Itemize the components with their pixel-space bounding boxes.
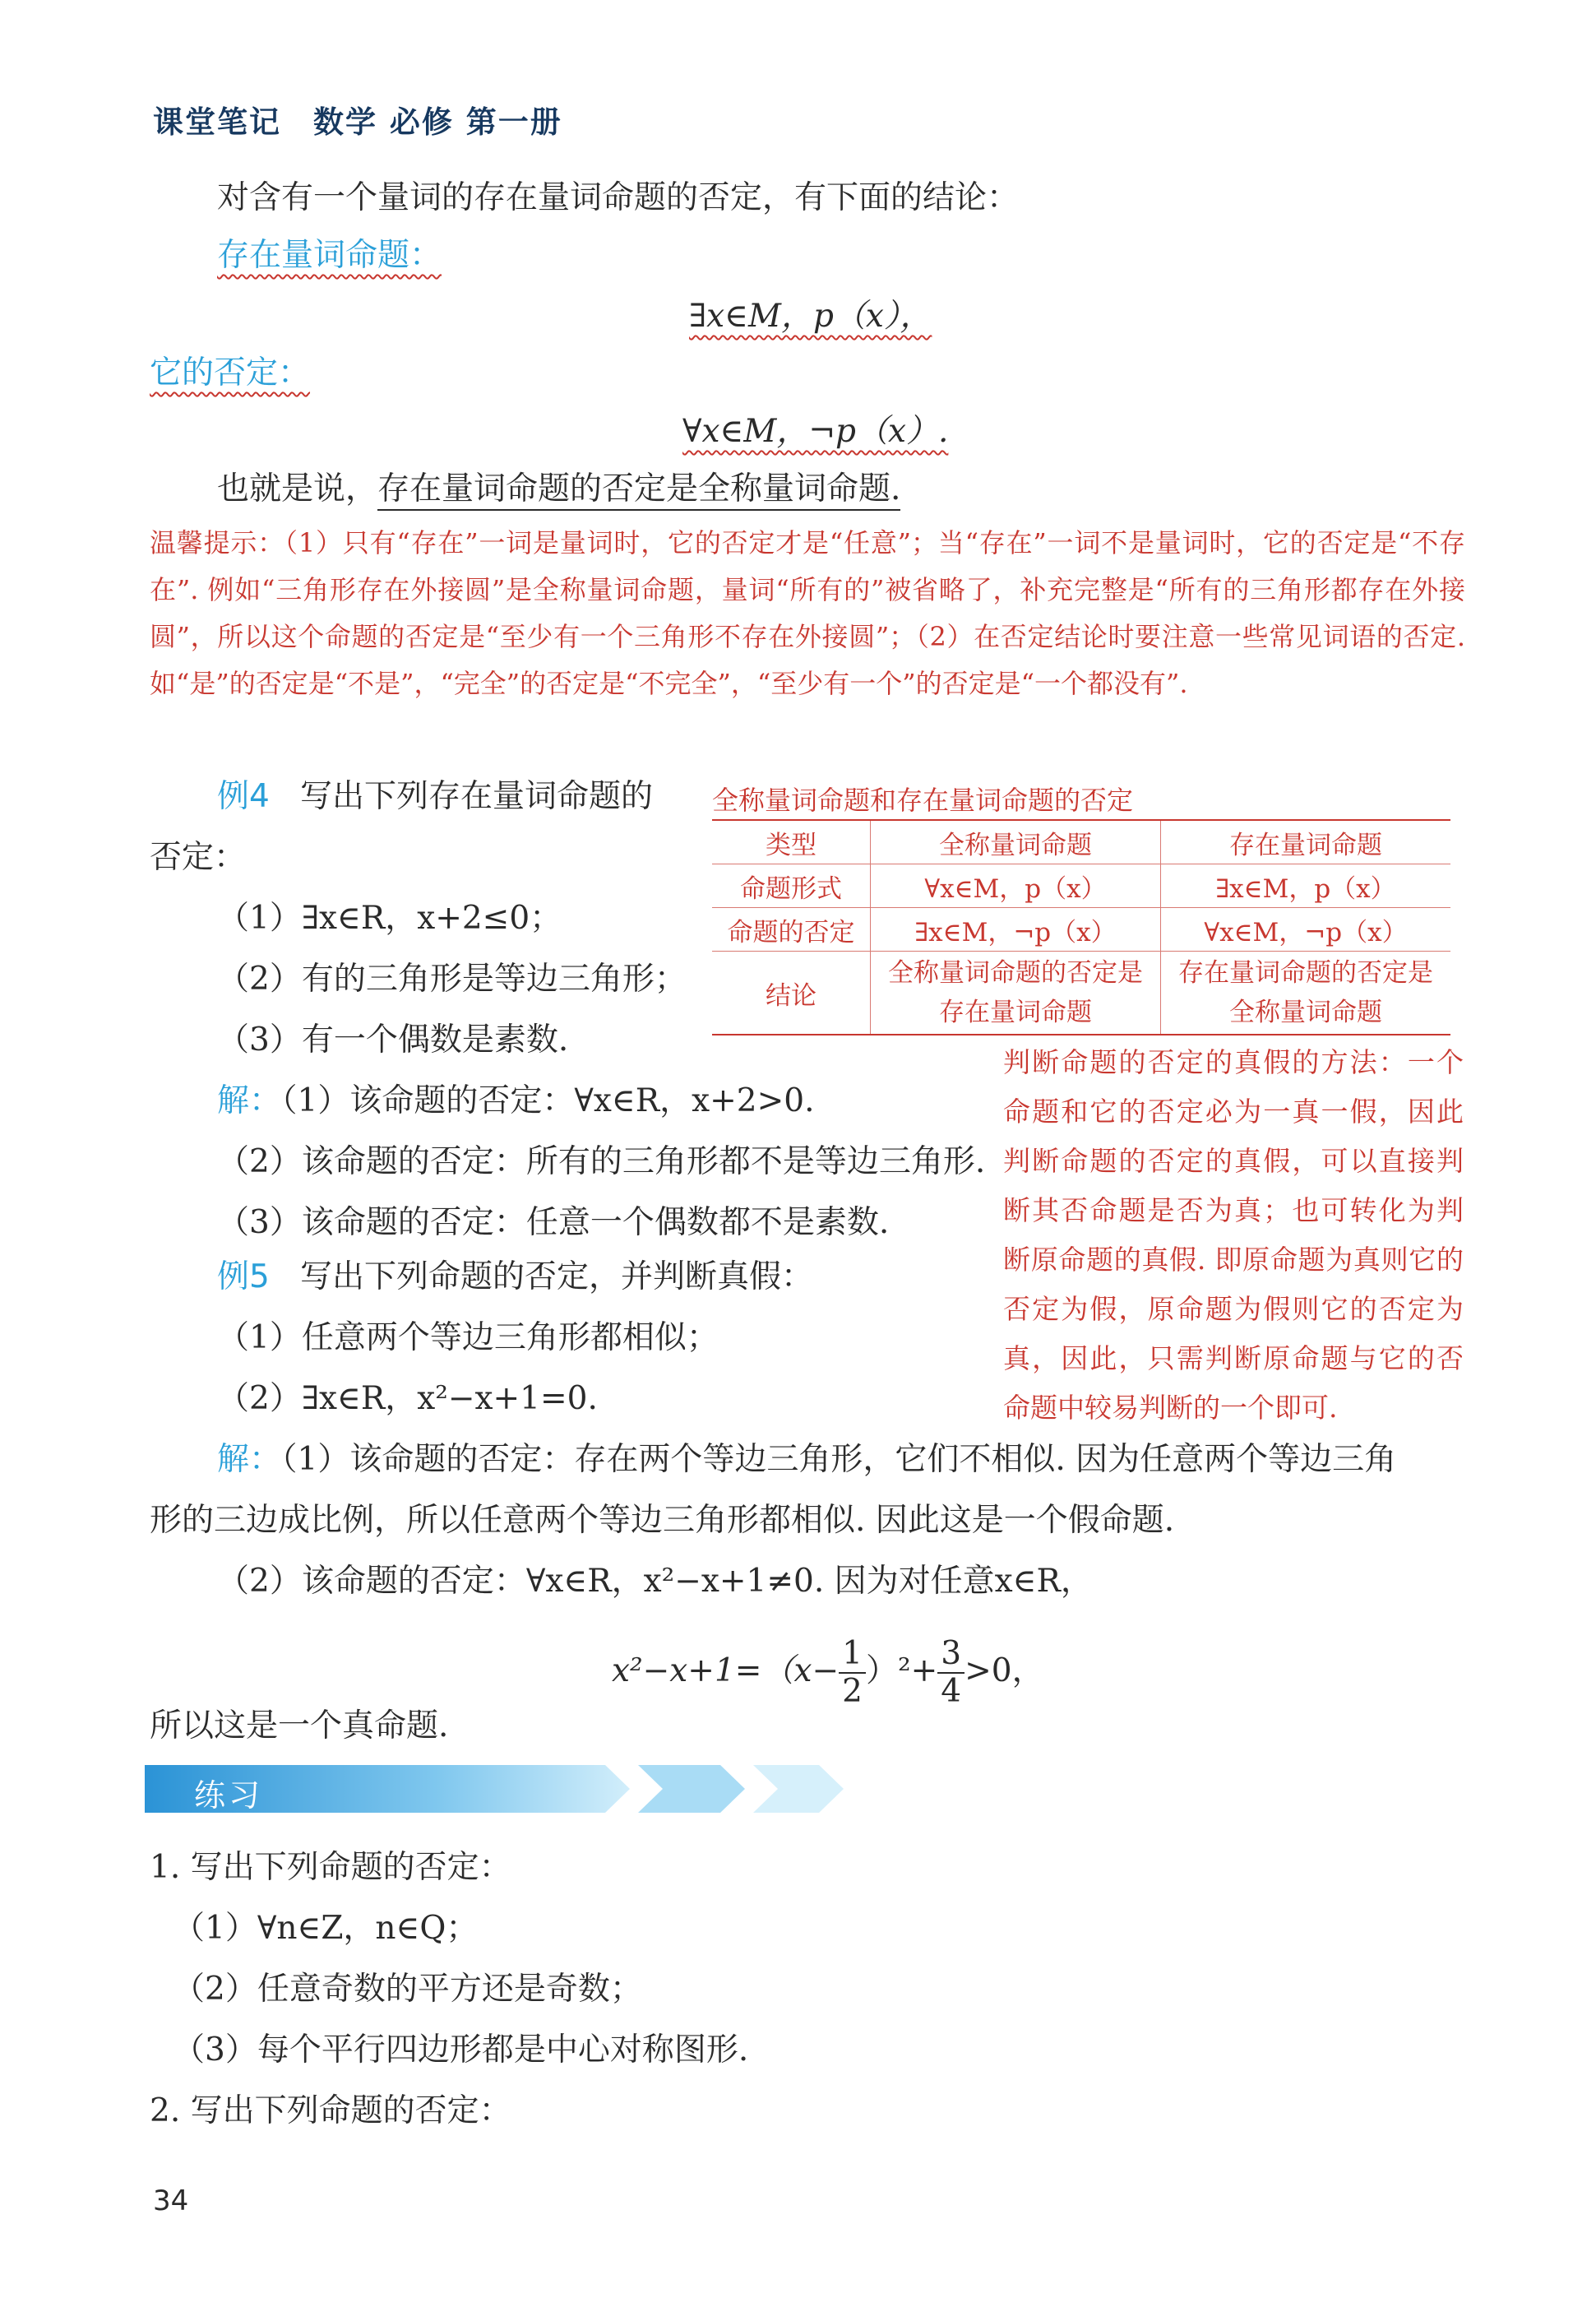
- table-cell: ∃x∈M，p（x）: [1161, 864, 1451, 908]
- table-header-existential: 存在量词命题: [1161, 820, 1451, 864]
- table-cell: 结论: [712, 952, 871, 1035]
- example5-conclusion: 所以这是一个真命题.: [150, 1707, 449, 1744]
- example4-item-2: （2）有的三角形是等边三角形；: [217, 961, 687, 998]
- example5-solution-1-cont: 形的三边成比例，所以任意两个等边三角形都相似. 因此这是一个假命题.: [150, 1502, 1175, 1539]
- tip-note: 温馨提示：（1）只有“存在”一词是量词时，它的否定才是“任意”；当“存在”一词不是量词时，它的否定是“不存在”. 例如“三角形存在外接圆”是全称量词命题，量词“所有的”被省略了，补充完整是“所有的三角形都存在外接圆”，所以这个命题的否定是“至少有一个三角形不存在外接圆”；（2）在否定结论时要注意一些常见词语的否定. 如“是”的否定是“不是”，“完全”的否定是“不完全”，“至少有一个”的否定是“一个都没有”.: [150, 527, 1465, 699]
- practice-q1-item-1: （1）∀n∈Z，n∈Q；: [173, 1910, 479, 1947]
- example4-prompt-cont: 否定：: [150, 839, 247, 876]
- example4-solution-2: （2）该命题的否定：所有的三角形都不是等边三角形.: [217, 1143, 986, 1180]
- existential-label: 存在量词命题：: [217, 237, 442, 274]
- practice-q1-item-2: （2）任意奇数的平方还是奇数；: [173, 1971, 642, 2008]
- practice-q1: 1. 写出下列命题的否定：: [150, 1849, 511, 1886]
- fraction-half: $\frac{1}{2}$: [839, 1636, 866, 1710]
- conclusion-line: 也就是说，存在量词命题的否定是全称量词命题.: [217, 466, 900, 513]
- example4-solution-1: 解：（1）该命题的否定：∀x∈R，x+2>0.: [217, 1082, 815, 1119]
- table-cell: 命题的否定: [712, 908, 871, 952]
- example4-item-3: （3）有一个偶数是素数.: [217, 1022, 569, 1059]
- example5-prompt: 例5 写出下列命题的否定，并判断真假：: [217, 1258, 814, 1295]
- running-header: 课堂笔记 数学 必修 第一册: [153, 104, 562, 140]
- example4-solution-3: （3）该命题的否定：任意一个偶数都不是素数.: [217, 1204, 890, 1241]
- intro-text: 对含有一个量词的存在量词命题的否定，有下面的结论：: [217, 179, 1020, 216]
- practice-title: 练习: [194, 1777, 264, 1814]
- table-cell: 全称量词命题的否定是 存在量词命题: [871, 952, 1161, 1035]
- table-cell: ∀x∈M，¬p（x）: [1161, 908, 1451, 952]
- negation-formula: ∀x∈M，¬p（x）.: [682, 413, 949, 450]
- table-cell: ∃x∈M，¬p（x）: [871, 908, 1161, 952]
- table-cell: 存在量词命题的否定是 全称量词命题: [1161, 952, 1451, 1035]
- example5-label: 例5: [217, 1258, 270, 1295]
- table-title: 全称量词命题和存在量词命题的否定: [712, 785, 1134, 816]
- table-header-type: 类型: [712, 820, 871, 864]
- example5-solution-1: 解：（1）该命题的否定：存在两个等边三角形，它们不相似. 因为任意两个等边三角: [217, 1441, 1397, 1478]
- comparison-table: [712, 819, 1450, 1035]
- page-number: 34: [153, 2184, 189, 2217]
- example4-label: 例4: [217, 778, 270, 815]
- practice-banner: [145, 1765, 852, 1813]
- example5-item-2: （2）∃x∈R，x²−x+1=0.: [217, 1380, 598, 1417]
- fraction-three-quarters: $\frac{3}{4}$: [937, 1636, 965, 1710]
- example4-prompt: 例4 写出下列存在量词命题的: [217, 778, 654, 815]
- side-note: 判断命题的否定的真假的方法：一个命题和它的否定必为一真一假，因此判断命题的否定的真假，可以直接判断其否命题是否为真；也可转化为判断原命题的真假. 即原命题为真则它的否定为假，原命题为假则它的否定为真，因此，只需判断原命题与它的否命题中较易判断的一个即可.: [1003, 1046, 1464, 1424]
- example5-solution-2: （2）该命题的否定：∀x∈R，x²−x+1≠0. 因为对任意x∈R，: [217, 1563, 1093, 1600]
- negation-label: 它的否定：: [150, 354, 311, 391]
- table-cell: ∀x∈M，p（x）: [871, 864, 1161, 908]
- practice-q2: 2. 写出下列命题的否定：: [150, 2092, 511, 2129]
- table-cell: 命题形式: [712, 864, 871, 908]
- example5-item-1: （1）任意两个等边三角形都相似；: [217, 1319, 719, 1356]
- conclusion-underlined: 存在量词命题的否定是全称量词命题.: [377, 470, 900, 511]
- table-header-universal: 全称量词命题: [871, 820, 1161, 864]
- example4-item-1: （1）∃x∈R，x+2≤0；: [217, 900, 562, 937]
- practice-q1-item-3: （3）每个平行四边形都是中心对称图形.: [173, 2031, 749, 2069]
- existential-formula: ∃x∈M，p（x），: [689, 298, 932, 335]
- display-formula: x²−x+1=（x− $\frac{1}{2}$ ）²+ $\frac{3}{4}$ >0，: [612, 1635, 1044, 1710]
